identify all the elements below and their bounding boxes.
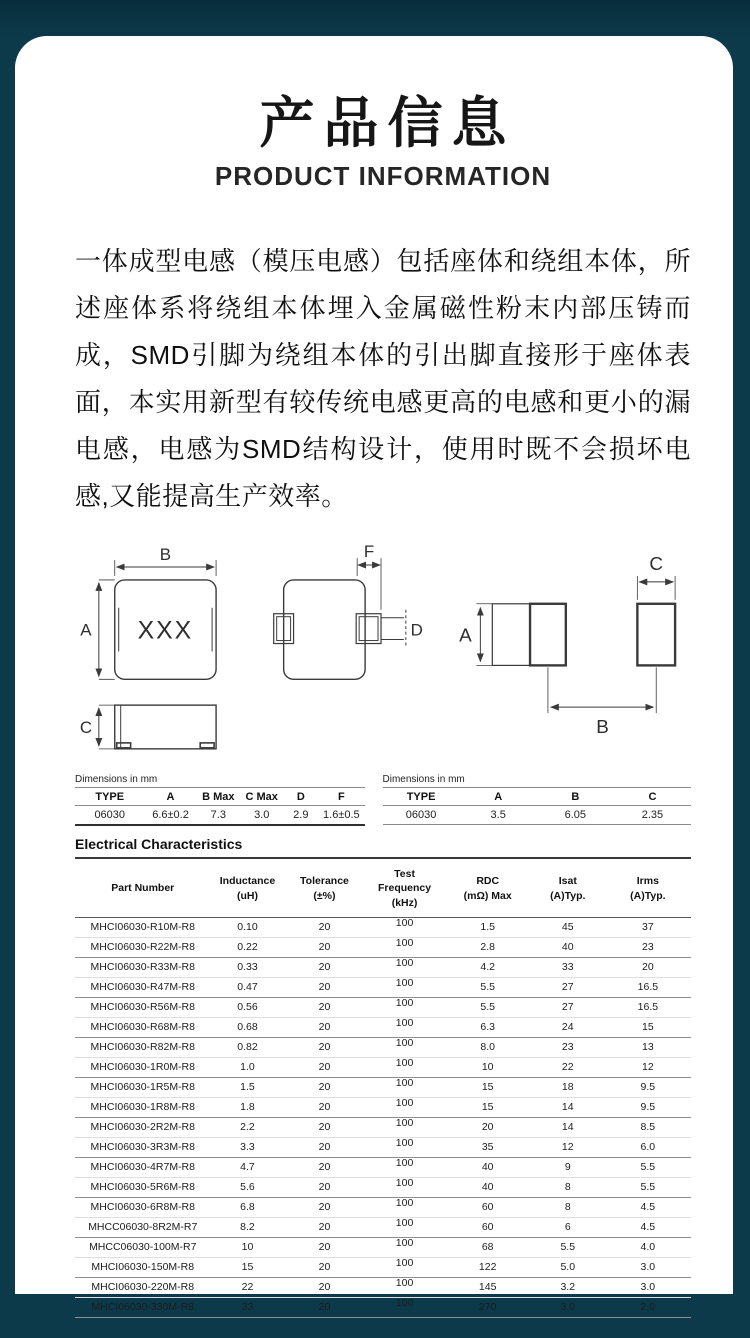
column-header: TYPE xyxy=(383,788,460,806)
table-cell: 100 xyxy=(395,936,414,949)
part-number: MHCI06030-5R6M-R8 xyxy=(90,1180,195,1193)
dim-label-d: D xyxy=(410,620,423,640)
table-cell: 3.0 xyxy=(640,1280,656,1293)
table-cell: 8.0 xyxy=(480,1040,495,1053)
dimension-diagram xyxy=(75,542,691,750)
table-cell: 100 xyxy=(395,1276,414,1289)
column-header: F xyxy=(318,788,364,806)
table-cell: 5.5 xyxy=(560,1240,576,1253)
table-cell: 1.0 xyxy=(240,1060,255,1073)
column-header: A xyxy=(144,788,196,806)
dim-label-c: C xyxy=(79,718,93,738)
table-row xyxy=(75,977,691,997)
table-cell: 20 xyxy=(481,1120,494,1133)
table-cell: 4.0 xyxy=(640,1240,656,1253)
table-cell: 40 xyxy=(481,1160,494,1173)
table-row xyxy=(75,917,691,937)
table-row xyxy=(75,1077,691,1097)
table-row xyxy=(75,1097,691,1117)
table-row xyxy=(75,1017,691,1037)
table-cell: 100 xyxy=(395,956,414,969)
table-cell: 0.33 xyxy=(237,960,258,973)
content-card xyxy=(15,36,733,1313)
table-cell: 20 xyxy=(318,1300,331,1313)
part-number: MHCI06030-4R7M-R8 xyxy=(90,1160,195,1173)
table-cell: 100 xyxy=(395,1156,414,1169)
table-cell: 15 xyxy=(481,1080,494,1093)
table-cell: 20 xyxy=(642,960,654,973)
table-row xyxy=(75,1177,691,1197)
table-cell: 18 xyxy=(561,1080,574,1093)
table-cell: 1.5 xyxy=(240,1080,255,1093)
table-cell: 100 xyxy=(395,1216,414,1229)
table-cell: 20 xyxy=(318,1040,331,1053)
table-cell: 100 xyxy=(395,996,414,1009)
part-number: MHCI06030-R10M-R8 xyxy=(90,920,195,933)
table-cell: 1.5 xyxy=(480,920,495,933)
table-cell: 27 xyxy=(561,1000,574,1013)
table-cell: 13 xyxy=(642,1040,654,1053)
table-cell: 20 xyxy=(318,1140,331,1153)
table-cell: 5.6 xyxy=(240,1180,255,1193)
table-cell: 2.8 xyxy=(480,940,495,953)
column-header: TYPE xyxy=(75,788,144,806)
table-cell: 100 xyxy=(395,1036,414,1049)
electrical-table-body xyxy=(75,917,691,1317)
table-row xyxy=(75,1257,691,1277)
table-cell: 100 xyxy=(395,1256,414,1269)
table-cell: 9.5 xyxy=(640,1080,656,1093)
part-number: MHCI06030-6R8M-R8 xyxy=(90,1200,195,1213)
table-cell: 6.6±0.2 xyxy=(144,806,196,826)
table-cell: 20 xyxy=(318,1260,331,1273)
table-cell: 6.8 xyxy=(240,1200,255,1213)
electrical-characteristics-title: Electrical Characteristics xyxy=(75,836,691,859)
table-cell: 100 xyxy=(395,1296,414,1309)
column-header: Part Number xyxy=(75,859,211,917)
table-cell: 33 xyxy=(241,1300,254,1313)
table-cell: 0.10 xyxy=(237,920,258,933)
column-header: C Max xyxy=(240,788,283,806)
table-cell: 1.6±0.5 xyxy=(318,806,364,826)
table-cell: 22 xyxy=(241,1280,254,1293)
table-cell: 22 xyxy=(561,1060,574,1073)
table-cell: 4.7 xyxy=(240,1160,255,1173)
table-cell: 0.47 xyxy=(237,980,258,993)
table-cell: 20 xyxy=(318,1100,331,1113)
page-subtitle: PRODUCT INFORMATION xyxy=(214,161,552,192)
part-number: MHCI06030-R56M-R8 xyxy=(90,1000,195,1013)
table-cell: 100 xyxy=(395,916,414,929)
table-row xyxy=(75,997,691,1017)
column-header: Tolerance (±%) xyxy=(284,859,364,917)
dimension-table-land xyxy=(383,774,691,825)
column-header: B Max xyxy=(197,788,240,806)
table-cell: 20 xyxy=(318,1180,331,1193)
table-cell: 68 xyxy=(481,1240,494,1253)
part-number: MHCI06030-1R5M-R8 xyxy=(90,1080,195,1093)
land-label-b: B xyxy=(596,716,609,738)
table-cell: 20 xyxy=(318,960,331,973)
land-dimensions-table xyxy=(383,788,691,825)
table-cell: 20 xyxy=(318,1160,331,1173)
table-cell: 5.5 xyxy=(640,1180,656,1193)
column-header: B xyxy=(537,788,614,806)
dimension-tables xyxy=(75,774,691,826)
column-header: RDC (mΩ) Max xyxy=(445,859,531,917)
part-number: MHCI06030-220M-R8 xyxy=(91,1280,195,1293)
part-number: MHCI06030-R22M-R8 xyxy=(90,940,195,953)
table-cell: 3.0 xyxy=(640,1260,656,1273)
table-cell: 8.2 xyxy=(240,1220,255,1233)
part-number: MHCI06030-R82M-R8 xyxy=(90,1040,195,1053)
table-cell: 27 xyxy=(561,980,574,993)
table-cell: 0.22 xyxy=(237,940,258,953)
table-cell: 100 xyxy=(395,1136,414,1149)
table-cell: 15 xyxy=(241,1260,254,1273)
product-description: 一体成型电感（模压电感）包括座体和绕组本体，所述座体系将绕组本体埋入金属磁性粉末内部压铸而成，SMD引脚为绕组本体的引出脚直接形于座体表面，本实用新型有较传统电感更高的电感和更小的漏电感，电感为SMD结构设计，使用时既不会损坏电感,又能提高生产效率。 xyxy=(75,246,691,512)
dim-label-a: A xyxy=(80,620,92,640)
table-row xyxy=(75,1277,691,1297)
land-label-c: C xyxy=(649,553,664,575)
table-cell: 15 xyxy=(642,1020,654,1033)
table-cell: 5.0 xyxy=(560,1260,576,1273)
table-cell: 100 xyxy=(395,1056,414,1069)
table-cell: 100 xyxy=(395,1236,414,1249)
column-header: Inductance (uH) xyxy=(211,859,285,917)
page-header xyxy=(75,36,691,192)
table-header-row xyxy=(383,788,691,806)
column-header: Test Frequency (kHz) xyxy=(365,859,445,917)
side-view xyxy=(274,558,406,679)
table-cell: 60 xyxy=(481,1220,494,1233)
table-cell: 20 xyxy=(318,1060,331,1073)
table-cell: 8 xyxy=(564,1200,571,1213)
table-cell: 100 xyxy=(395,976,414,989)
part-number: MHCI06030-3R3M-R8 xyxy=(90,1140,195,1153)
table-cell: 3.5 xyxy=(460,806,537,825)
page-title: 产品信息 xyxy=(259,92,516,154)
land-pattern xyxy=(476,576,675,713)
table-row xyxy=(75,1157,691,1177)
table-cell: 20 xyxy=(318,1240,331,1253)
table-row xyxy=(75,957,691,977)
land-label-a: A xyxy=(459,624,472,646)
table-cell: 20 xyxy=(318,1000,331,1013)
table-cell: 3.2 xyxy=(560,1280,576,1293)
table-cell: 3.3 xyxy=(240,1140,255,1153)
table-cell: 2.9 xyxy=(283,806,318,826)
table-cell: 20 xyxy=(318,940,331,953)
table-cell: 40 xyxy=(561,940,574,953)
table-cell: 20 xyxy=(318,1280,331,1293)
table-cell: 2.35 xyxy=(614,806,691,825)
table-cell: 5.5 xyxy=(640,1160,656,1173)
table-cell: 10 xyxy=(241,1240,254,1253)
part-number: MHCI06030-330M-R8 xyxy=(91,1300,195,1313)
table-row xyxy=(75,1117,691,1137)
table-cell: 12 xyxy=(561,1140,574,1153)
table-cell: 9.5 xyxy=(640,1100,656,1113)
table-cell: 100 xyxy=(395,1196,414,1209)
table-cell: 2.0 xyxy=(640,1300,656,1313)
table-cell: 33 xyxy=(561,960,574,973)
table-cell: 40 xyxy=(481,1180,494,1193)
table-cell: 1.8 xyxy=(240,1100,255,1113)
column-header: A xyxy=(460,788,537,806)
table-cell: 20 xyxy=(318,1080,331,1093)
part-number: MHCC06030-100M-R7 xyxy=(89,1240,197,1253)
table-cell: 35 xyxy=(481,1140,494,1153)
table-row xyxy=(383,806,691,825)
part-number: MHCI06030-R47M-R8 xyxy=(90,980,195,993)
table-cell: 100 xyxy=(395,1116,414,1129)
table-cell: 14 xyxy=(561,1100,574,1113)
part-number: MHCI06030-150M-R8 xyxy=(91,1260,195,1273)
table-cell: 100 xyxy=(395,1096,414,1109)
column-header: C xyxy=(614,788,691,806)
table-cell: 7.3 xyxy=(197,806,240,826)
table-cell: 100 xyxy=(395,1016,414,1029)
table-cell: 8 xyxy=(564,1180,571,1193)
table-cell: 8.5 xyxy=(640,1120,656,1133)
electrical-characteristics-table xyxy=(75,859,691,1318)
table-cell: 5.5 xyxy=(480,980,495,993)
table-cell: 122 xyxy=(478,1260,497,1273)
table-cell: 15 xyxy=(481,1100,494,1113)
table-cell: 37 xyxy=(642,920,654,933)
table-cell: 0.56 xyxy=(237,1000,258,1013)
table-row xyxy=(75,1037,691,1057)
table-header-row xyxy=(75,788,365,806)
table-row xyxy=(75,1197,691,1217)
table-cell: 24 xyxy=(561,1020,574,1033)
table-cell: 3.0 xyxy=(240,806,283,826)
dimension-caption: Dimensions in mm xyxy=(75,774,365,788)
table-row xyxy=(75,1297,691,1317)
table-cell: 6 xyxy=(564,1220,571,1233)
table-cell: 3.0 xyxy=(560,1300,576,1313)
table-cell: 23 xyxy=(561,1040,574,1053)
table-cell: 9 xyxy=(564,1160,571,1173)
table-cell: 100 xyxy=(395,1176,414,1189)
table-cell: 6.3 xyxy=(480,1020,495,1033)
table-cell: 60 xyxy=(481,1200,494,1213)
table-cell: 4.5 xyxy=(640,1200,656,1213)
table-cell: 20 xyxy=(318,980,331,993)
table-cell: 2.2 xyxy=(240,1120,255,1133)
part-number: MHCC06030-8R2M-R7 xyxy=(88,1220,198,1233)
table-cell: 20 xyxy=(318,920,331,933)
table-cell: 5.5 xyxy=(480,1000,495,1013)
dim-label-b: B xyxy=(159,545,172,565)
table-cell: 4.5 xyxy=(640,1220,656,1233)
table-cell: 20 xyxy=(318,1020,331,1033)
dim-label-f: F xyxy=(363,542,375,562)
table-header-row xyxy=(75,859,691,917)
table-cell: 20 xyxy=(318,1120,331,1133)
part-number: MHCI06030-1R8M-R8 xyxy=(90,1100,195,1113)
dimension-caption: Dimensions in mm xyxy=(383,774,691,788)
table-cell: 12 xyxy=(642,1060,654,1073)
table-cell: 06030 xyxy=(383,806,460,825)
dimension-table-body xyxy=(75,774,365,826)
table-cell: 45 xyxy=(561,920,574,933)
table-cell: 20 xyxy=(318,1200,331,1213)
table-row xyxy=(75,1217,691,1237)
bottom-view xyxy=(99,705,216,749)
table-cell: 270 xyxy=(478,1300,497,1313)
body-dimensions-table xyxy=(75,788,365,826)
table-cell: 6.0 xyxy=(640,1140,656,1153)
table-cell: 0.68 xyxy=(237,1020,258,1033)
part-marking: XXX xyxy=(137,617,194,645)
table-cell: 20 xyxy=(318,1220,331,1233)
table-cell: 16.5 xyxy=(637,980,659,993)
part-number: MHCI06030-2R2M-R8 xyxy=(90,1120,195,1133)
table-cell: 100 xyxy=(395,1076,414,1089)
table-row xyxy=(75,937,691,957)
table-cell: 23 xyxy=(642,940,654,953)
table-cell: 10 xyxy=(481,1060,494,1073)
table-row xyxy=(75,806,365,826)
table-row xyxy=(75,1057,691,1077)
table-cell: 06030 xyxy=(75,806,144,826)
table-row xyxy=(75,1237,691,1257)
table-cell: 4.2 xyxy=(480,960,495,973)
table-row xyxy=(75,1137,691,1157)
table-cell: 14 xyxy=(561,1120,574,1133)
table-cell: 6.05 xyxy=(537,806,614,825)
part-number: MHCI06030-1R0M-R8 xyxy=(90,1060,195,1073)
inductor-drawing-svg xyxy=(75,542,691,750)
table-cell: 16.5 xyxy=(637,1000,659,1013)
column-header: D xyxy=(283,788,318,806)
part-number: MHCI06030-R68M-R8 xyxy=(90,1020,195,1033)
table-cell: 145 xyxy=(478,1280,497,1293)
column-header: Irms (A)Typ. xyxy=(605,859,691,917)
part-number: MHCI06030-R33M-R8 xyxy=(90,960,195,973)
table-cell: 0.82 xyxy=(237,1040,258,1053)
column-header: Isat (A)Typ. xyxy=(531,859,605,917)
